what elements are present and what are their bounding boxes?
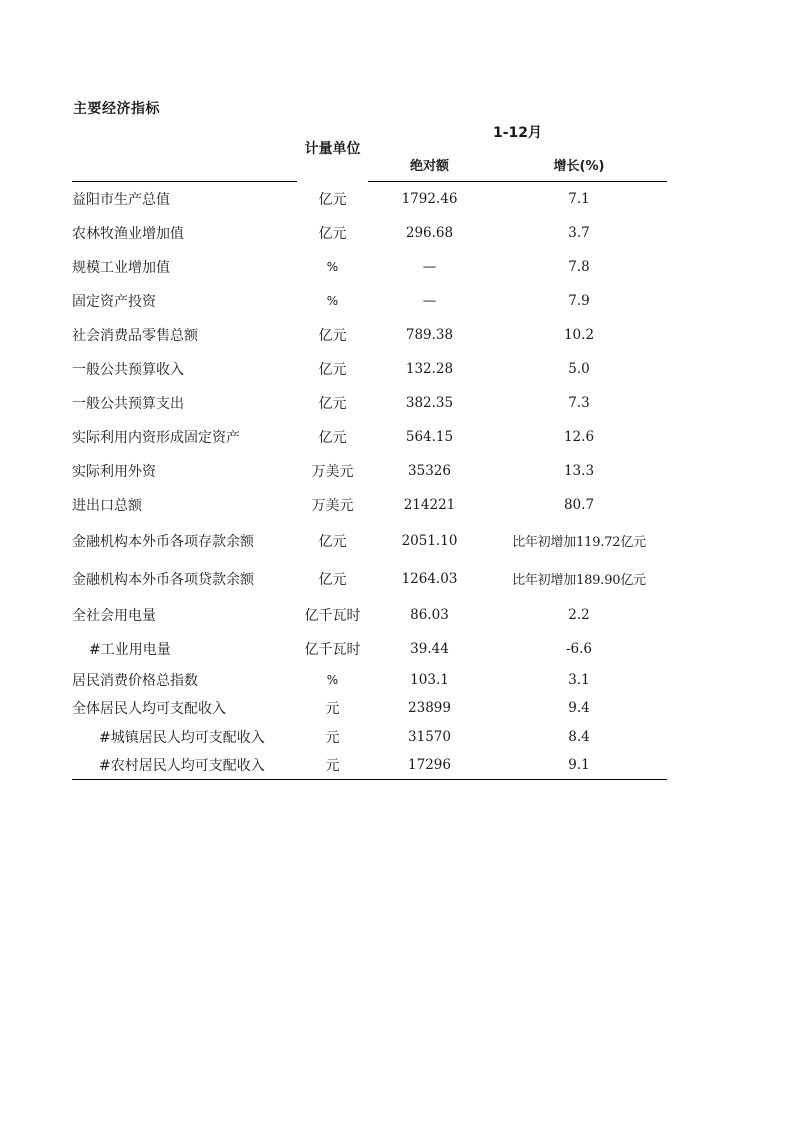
table-row (72, 182, 667, 216)
indicator-unit: 亿元 (318, 225, 347, 242)
indicator-growth: 9.4 (568, 700, 590, 717)
indicator-absolute: 1792.46 (401, 190, 458, 207)
indicator-name: 规模工业增加值 (72, 259, 170, 276)
page-title: 主要经济指标 (73, 101, 160, 117)
table-row (72, 284, 667, 318)
indicator-name: 实际利用外资 (72, 463, 156, 480)
table-row (72, 318, 667, 352)
indicator-unit: 亿元 (318, 361, 347, 378)
header-period: 1-12月 (492, 124, 543, 141)
indicator-growth: 7.1 (568, 190, 590, 207)
indicator-absolute: 23899 (408, 700, 451, 717)
table-row (72, 250, 667, 284)
indicator-name: 金融机构本外币各项存款余额 (72, 533, 254, 550)
indicator-name: 一般公共预算支出 (72, 395, 184, 412)
indicator-unit: 亿元 (318, 571, 347, 588)
table-row (72, 694, 667, 723)
indicator-unit: % (326, 672, 339, 687)
indicator-unit: 元 (297, 751, 368, 780)
indicator-name: 金融机构本外币各项贷款余额 (72, 571, 254, 588)
indicator-absolute: 382.35 (405, 394, 454, 411)
indicator-absolute: 564.15 (405, 428, 454, 445)
indicator-unit: % (326, 259, 339, 274)
indicator-absolute: 17296 (368, 751, 491, 780)
indicator-absolute: 2051.10 (401, 532, 458, 549)
indicator-growth: 12.6 (563, 428, 595, 445)
indicator-growth: 7.9 (568, 292, 590, 309)
indicator-name: #工业用电量 (89, 641, 171, 658)
indicator-unit: 元 (325, 701, 340, 718)
indicator-name: 全体居民人均可支配收入 (72, 701, 226, 718)
indicator-growth: 80.7 (563, 496, 595, 513)
indicator-unit: % (326, 293, 339, 308)
table-row (72, 352, 667, 386)
indicator-growth: 比年初增加189.90亿元 (512, 573, 646, 588)
indicator-absolute: 103.1 (410, 671, 449, 688)
indicator-unit: 亿元 (318, 395, 347, 412)
indicator-name: 全社会用电量 (72, 607, 156, 624)
indicator-unit: 亿千瓦时 (304, 641, 361, 658)
indicator-name: #农村居民人均可支配收入 (72, 751, 297, 780)
indicator-absolute: 39.44 (410, 640, 449, 657)
table-row (72, 216, 667, 250)
indicator-absolute: 31570 (408, 728, 451, 745)
table-row (72, 751, 667, 780)
indicator-absolute: 296.68 (405, 224, 454, 241)
table-row (72, 420, 667, 454)
table-row (72, 632, 667, 666)
indicator-growth: 比年初增加119.72亿元 (512, 535, 646, 550)
indicator-name: 居民消费价格总指数 (72, 672, 198, 689)
indicator-absolute: 214221 (403, 496, 456, 513)
economic-indicators-table (72, 115, 667, 780)
table-row (72, 666, 667, 695)
indicator-unit: 亿千瓦时 (304, 607, 361, 624)
indicator-absolute: — (422, 292, 437, 309)
table-row (72, 723, 667, 752)
indicator-growth: -6.6 (565, 640, 593, 657)
indicator-name: 实际利用内资形成固定资产 (72, 429, 240, 446)
indicator-growth: 3.1 (568, 671, 590, 688)
indicator-name: #城镇居民人均可支配收入 (99, 729, 265, 746)
indicator-growth: 2.2 (568, 606, 590, 623)
indicator-name: 进出口总额 (72, 497, 142, 514)
table-row (72, 598, 667, 632)
indicator-unit: 万美元 (311, 497, 354, 514)
indicator-growth: 5.0 (568, 360, 590, 377)
indicator-name: 益阳市生产总值 (72, 191, 170, 208)
table-row (72, 560, 667, 598)
table-row (72, 454, 667, 488)
table-row (72, 386, 667, 420)
header-growth: 增长(%) (491, 148, 667, 182)
indicator-unit: 元 (325, 729, 340, 746)
indicator-unit: 亿元 (318, 191, 347, 208)
indicator-growth: 13.3 (563, 462, 595, 479)
indicator-growth: 9.1 (491, 751, 667, 780)
indicator-growth: 7.8 (568, 258, 590, 275)
header-unit: 计量单位 (304, 141, 361, 158)
header-indicator-blank (72, 115, 297, 182)
indicator-growth: 8.4 (568, 728, 590, 745)
table-row (72, 488, 667, 522)
indicator-unit: 亿元 (318, 533, 347, 550)
indicator-unit: 亿元 (318, 429, 347, 446)
indicator-name: 固定资产投资 (72, 293, 156, 310)
header-absolute: 绝对额 (368, 148, 491, 182)
indicator-name: 农林牧渔业增加值 (72, 225, 184, 242)
indicator-absolute: 789.38 (405, 326, 454, 343)
indicator-absolute: — (422, 258, 437, 275)
indicator-absolute: 86.03 (410, 606, 449, 623)
indicator-growth: 7.3 (568, 394, 590, 411)
indicator-absolute: 1264.03 (401, 570, 458, 587)
indicator-name: 一般公共预算收入 (72, 361, 184, 378)
indicator-absolute: 132.28 (405, 360, 454, 377)
indicator-growth: 10.2 (563, 326, 595, 343)
indicator-growth: 3.7 (568, 224, 590, 241)
indicator-unit: 亿元 (318, 327, 347, 344)
indicator-absolute: 35326 (408, 462, 451, 479)
table-row (72, 522, 667, 560)
indicator-unit: 万美元 (311, 463, 354, 480)
indicator-name: 社会消费品零售总额 (72, 327, 198, 344)
